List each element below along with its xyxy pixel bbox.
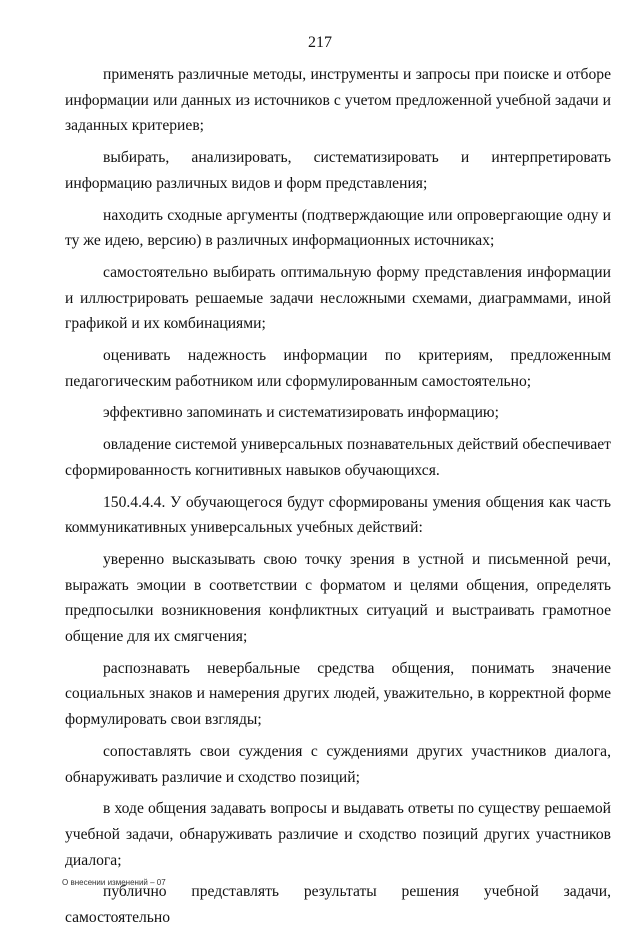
paragraph-section-150-4-4-4: 150.4.4.4. У обучающегося будут сформированы умения общения как часть коммуникативных универсальных учебных действий: xyxy=(65,493,611,537)
paragraph-evaluate-reliability: оценивать надежность информации по критериям, предложенным педагогическим работником или сформулированным самостоятельно; xyxy=(65,347,611,390)
paragraph-similar-arguments: находить сходные аргументы (подтверждающие или опровергающие одну и ту же идею, версию) в различных информационных источниках; xyxy=(65,206,611,250)
paragraph-search-methods: применять различные методы, инструменты и запросы при поиске и отборе информации или данных из источников с учетом предложенной учебной задачи и заданных критериев; xyxy=(65,66,611,135)
paragraph-ask-questions: в ходе общения задавать вопросы и выдавать ответы по существу решаемой учебной задачи, обнаруживать различие и сходство позиций других участников диалога; xyxy=(65,800,611,869)
paragraph-nonverbal-communication: распознавать невербальные средства общения, понимать значение социальных знаков и намерения других людей, уважительно, в корректной форме формулировать свои взгляды; xyxy=(65,659,611,729)
paragraph-compare-judgments: сопоставлять свои суждения с суждениями других участников диалога, обнаруживать различие и сходство позиций; xyxy=(65,742,611,786)
paragraph-analyze-information: выбирать, анализировать, систематизировать и интерпретировать информацию различных видов и форм представления; xyxy=(65,149,611,192)
paragraph-present-results: публично представлять результаты решения учебной задачи, самостоятельно xyxy=(65,883,611,927)
footer-note: О внесении изменений – 07 xyxy=(62,878,166,887)
paragraph-express-viewpoint: уверенно высказывать свою точку зрения в устной и письменной речи, выражать эмоции в соответствии с форматом и целями общения, определять предпосылки возникновения конфликтных ситуаций и выстраивать грамотное общение для их смягчения; xyxy=(65,550,611,646)
paragraph-memorize: эффективно запоминать и систематизировать информацию; xyxy=(103,404,499,422)
paragraph-cognitive-skills: овладение системой универсальных познавательных действий обеспечивает сформированность когнитивных навыков обучающихся. xyxy=(65,436,611,479)
document-body xyxy=(65,62,611,937)
page-number: 217 xyxy=(308,34,332,51)
paragraph-representation-form: самостоятельно выбирать оптимальную форму представления информации и иллюстрировать решаемые задачи несложными схемами, диаграммами, иной графикой и их комбинациями; xyxy=(65,263,611,333)
